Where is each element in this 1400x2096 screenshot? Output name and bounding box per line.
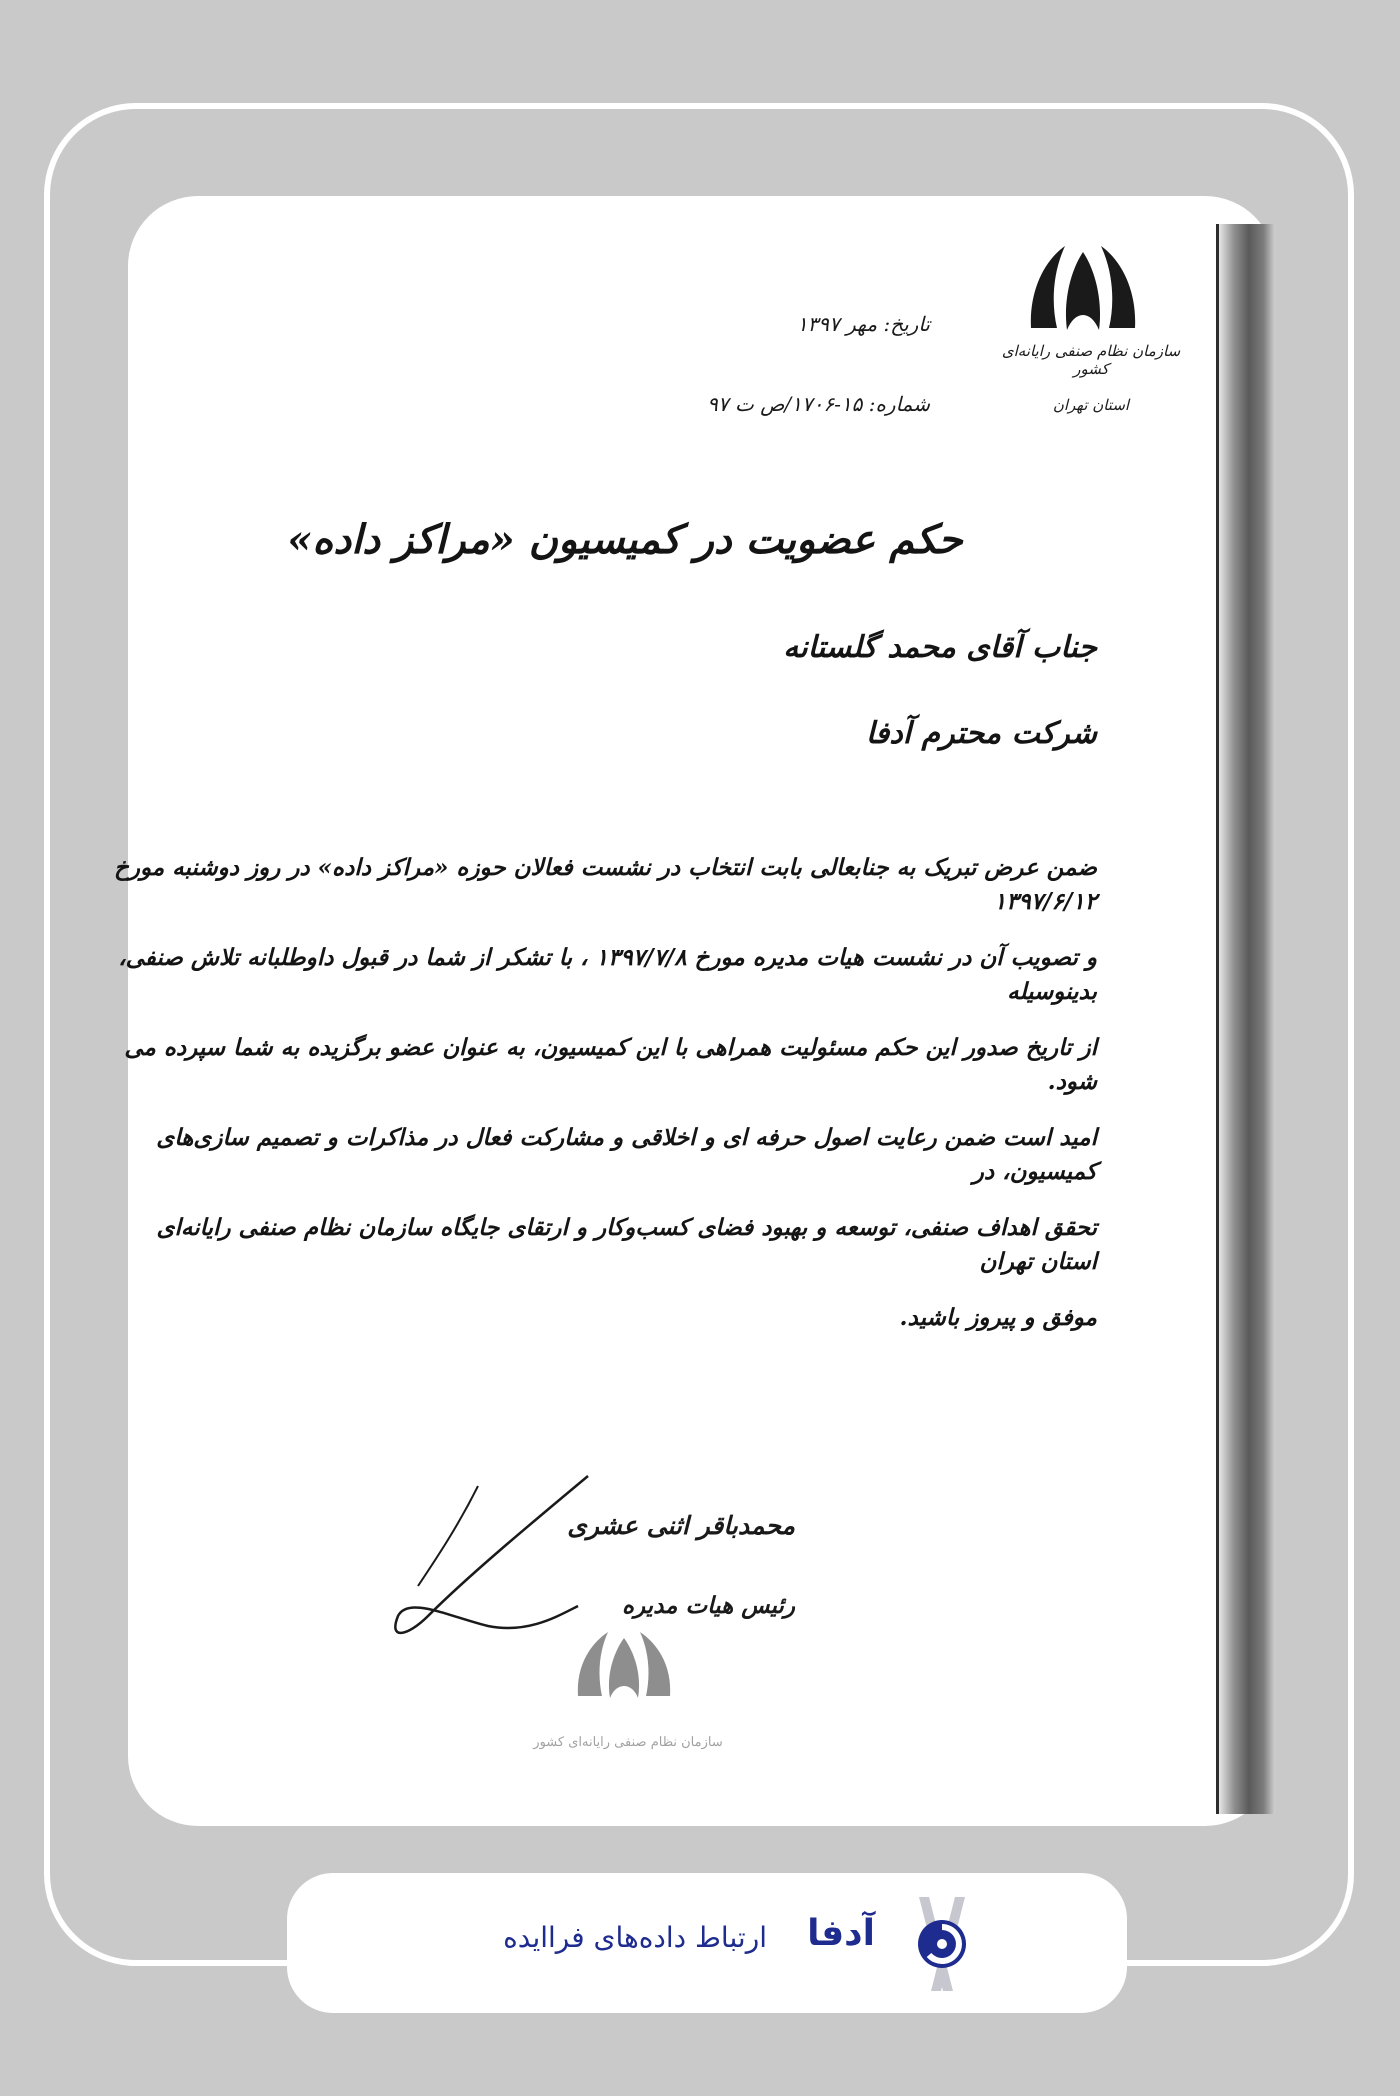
org-province: استان تهران [1052, 396, 1130, 414]
letter-date: تاریخ: مهر ۱۳۹۷ [796, 312, 930, 336]
body-line: تحقق اهداف صنفی، توسعه و بهبود فضای کسب‌وکار و ارتقای جایگاه سازمان نظام صنفی رایانه‌ای استان تهران [156, 1214, 1097, 1275]
recipient-name: جناب آقای محمد گلستانه [783, 630, 1097, 665]
body-line: موفق و پیروز باشید. [899, 1304, 1097, 1331]
seal-icon [533, 1616, 723, 1766]
letter-number: شماره: ۱۵-۱۷۰۶/ص ت ۹۷ [707, 392, 930, 416]
adfa-logo-icon [907, 1889, 977, 1999]
body-line: از تاریخ صدور این حکم مسئولیت همراهی با این کمیسیون، به عنوان عضو برگزیده به شما سپرده می شود. [124, 1034, 1097, 1095]
body-line: امید است ضمن رعایت اصول حرفه ای و اخلاقی و مشارکت فعال در مذاکرات و تصمیم سازی‌های کمیسیون، در [156, 1124, 1097, 1185]
seal-text: سازمان نظام صنفی رایانه‌ای کشور [533, 1735, 723, 1750]
footer-bar [287, 1873, 1127, 2013]
signer-name: محمدباقر اثنی عشری [567, 1511, 795, 1540]
recipient-company: شرکت محترم آدفا [865, 716, 1097, 751]
org-logo-icon [1023, 240, 1143, 340]
body-line: و تصویب آن در نشست هیات مدیره مورخ ۱۳۹۷/۷/۸ ، با تشکر از شما در قبول داوطلبانه تلاش صنفی، بدینوسیله [118, 944, 1097, 1005]
binding-line [1216, 224, 1219, 1814]
footer-subtitle: ارتباط داده‌های فراایده [503, 1921, 767, 1954]
signer-role: رئیس هیات مدیره [621, 1592, 795, 1619]
letter-title: حکم عضویت در کمیسیون «مراکز داده» [287, 516, 963, 563]
letter-paper [113, 196, 1275, 1826]
org-name: سازمان نظام صنفی رایانه‌ای کشور [1001, 342, 1181, 378]
body-line: ضمن عرض تبریک به جنابعالی بابت انتخاب در نشست فعالان حوزه «مراکز داده» در روز دوشنبه مورخ ۱۳۹۷/۶/۱۲ [113, 854, 1097, 915]
footer-brand: آدفا [807, 1913, 875, 1954]
binding-edge [1217, 224, 1275, 1814]
